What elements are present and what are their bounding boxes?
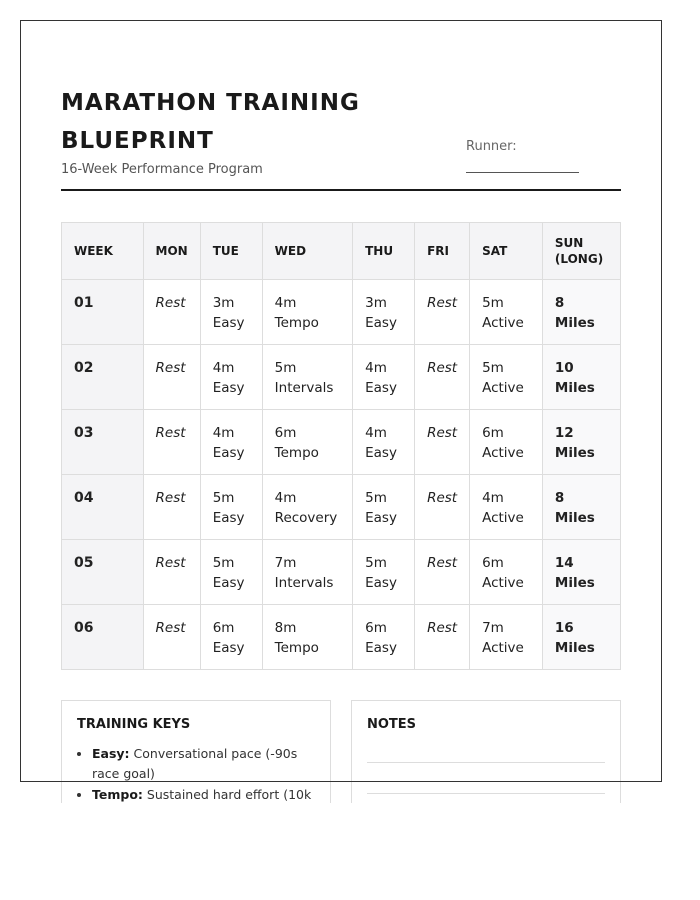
tue-cell	[200, 605, 262, 670]
distance: 4m	[482, 490, 504, 506]
training-keys-list	[77, 744, 315, 803]
training-keys-title: TRAINING KEYS	[77, 717, 191, 732]
title-line-2: BLUEPRINT	[61, 128, 214, 154]
training-schedule-table	[61, 222, 621, 670]
distance: 5m	[482, 295, 504, 311]
col-header-mon: MON	[143, 223, 200, 280]
distance: 5m	[212, 555, 235, 571]
sat-cell	[470, 345, 543, 410]
workout-type: Easy	[212, 575, 245, 591]
workout-type: Intervals	[274, 575, 334, 591]
tue-cell	[200, 345, 262, 410]
col-header-week: WEEK	[62, 223, 144, 280]
distance: 4m	[365, 360, 387, 376]
fri-cell: Rest	[415, 475, 470, 540]
distance: 5m	[365, 490, 387, 506]
col-header-thu: THU	[353, 223, 415, 280]
distance: 6m	[482, 425, 504, 441]
workout-type: Intervals	[274, 380, 334, 396]
sun-long-run-cell: 12 Miles	[542, 410, 620, 475]
distance: 6m	[212, 620, 235, 636]
sun-long-run-cell: 14 Miles	[542, 540, 620, 605]
workout-type: Easy	[365, 380, 397, 396]
sun-long-run-cell: 16 Miles	[542, 605, 620, 670]
mon-cell: Rest	[143, 280, 200, 345]
workout-type: Recovery	[274, 510, 338, 526]
mon-cell: Rest	[143, 345, 200, 410]
distance: 5m	[365, 555, 387, 571]
distance: 5m	[212, 490, 235, 506]
table-row	[62, 605, 621, 670]
week-number: 02	[62, 345, 144, 410]
distance: 7m	[274, 555, 297, 571]
key-description: Sustained hard effort (10k	[146, 787, 312, 802]
week-number: 01	[62, 280, 144, 345]
sat-cell	[470, 280, 543, 345]
workout-type: Active	[482, 445, 524, 461]
runner-label: Runner:	[466, 139, 517, 154]
workout-type: Easy	[212, 510, 245, 526]
tue-cell	[200, 410, 262, 475]
mon-cell: Rest	[143, 475, 200, 540]
thu-cell	[353, 280, 415, 345]
workout-type: Easy	[365, 445, 397, 461]
fri-cell: Rest	[415, 410, 470, 475]
col-header-fri: FRI	[415, 223, 470, 280]
workout-type: Easy	[212, 445, 245, 461]
fri-cell: Rest	[415, 345, 470, 410]
workout-type: Active	[482, 575, 524, 591]
sat-cell	[470, 540, 543, 605]
table-row	[62, 475, 621, 540]
week-number: 03	[62, 410, 144, 475]
tue-cell	[200, 475, 262, 540]
page-subtitle: 16-Week Performance Program	[61, 162, 263, 177]
fri-cell: Rest	[415, 605, 470, 670]
page-title	[61, 84, 361, 160]
workout-type: Easy	[365, 510, 397, 526]
thu-cell	[353, 605, 415, 670]
col-header-sat: SAT	[470, 223, 543, 280]
wed-cell	[262, 345, 352, 410]
col-header-wed: WED	[262, 223, 352, 280]
workout-type: Tempo	[274, 315, 319, 331]
col-header-tue: TUE	[200, 223, 262, 280]
wed-cell	[262, 475, 352, 540]
training-keys-box	[61, 700, 331, 803]
workout-type: Easy	[212, 380, 245, 396]
sat-cell	[470, 475, 543, 540]
workout-type: Easy	[365, 575, 397, 591]
sun-long-run-cell: 10 Miles	[542, 345, 620, 410]
distance: 4m	[212, 425, 235, 441]
table-row	[62, 410, 621, 475]
distance: 6m	[482, 555, 504, 571]
distance: 3m	[212, 295, 235, 311]
fri-cell: Rest	[415, 540, 470, 605]
page-header	[61, 84, 621, 191]
mon-cell: Rest	[143, 605, 200, 670]
table-row	[62, 345, 621, 410]
key-term: Easy:	[92, 746, 130, 761]
mon-cell: Rest	[143, 540, 200, 605]
col-header-long: (LONG)	[554, 252, 604, 266]
distance: 4m	[274, 295, 297, 311]
key-term: Tempo:	[92, 787, 143, 802]
workout-type: Active	[482, 640, 524, 656]
distance: 6m	[365, 620, 387, 636]
workout-type: Easy	[365, 315, 397, 331]
table-row	[62, 280, 621, 345]
thu-cell	[353, 540, 415, 605]
table-row	[62, 540, 621, 605]
week-number: 04	[62, 475, 144, 540]
distance: 7m	[482, 620, 504, 636]
workout-type: Easy	[212, 640, 245, 656]
key-item-easy	[92, 744, 315, 784]
workout-type: Tempo	[274, 445, 319, 461]
tue-cell	[200, 540, 262, 605]
tue-cell	[200, 280, 262, 345]
title-line-1: MARATHON TRAINING	[61, 90, 360, 116]
distance: 8m	[274, 620, 297, 636]
notes-title: NOTES	[367, 717, 417, 732]
sun-long-run-cell: 8 Miles	[542, 280, 620, 345]
mon-cell: Rest	[143, 410, 200, 475]
workout-type: Active	[482, 380, 524, 396]
note-line[interactable]	[367, 762, 605, 763]
thu-cell	[353, 410, 415, 475]
workout-type: Active	[482, 510, 524, 526]
workout-type: Easy	[365, 640, 397, 656]
table-header-row	[62, 223, 621, 280]
thu-cell	[353, 345, 415, 410]
week-number: 06	[62, 605, 144, 670]
thu-cell	[353, 475, 415, 540]
distance: 4m	[212, 360, 235, 376]
sat-cell	[470, 410, 543, 475]
training-plan-page	[61, 84, 621, 802]
wed-cell	[262, 540, 352, 605]
sat-cell	[470, 605, 543, 670]
bottom-section	[61, 700, 621, 803]
runner-name-blank[interactable]	[466, 172, 579, 173]
note-line[interactable]	[367, 793, 605, 794]
wed-cell	[262, 605, 352, 670]
workout-type: Active	[482, 315, 524, 331]
workout-type: Tempo	[274, 640, 319, 656]
runner-field	[466, 139, 580, 173]
sun-long-run-cell: 8 Miles	[542, 475, 620, 540]
distance: 4m	[274, 490, 297, 506]
workout-type: Easy	[212, 315, 245, 331]
wed-cell	[262, 410, 352, 475]
col-header-sun-long	[542, 223, 620, 280]
key-description: Conversational pace (-90s race goal)	[92, 746, 298, 781]
col-header-sun: SUN	[554, 236, 584, 250]
key-item-tempo	[92, 785, 315, 803]
distance: 5m	[482, 360, 504, 376]
notes-box	[351, 700, 621, 803]
week-number: 05	[62, 540, 144, 605]
wed-cell	[262, 280, 352, 345]
fri-cell: Rest	[415, 280, 470, 345]
distance: 5m	[274, 360, 297, 376]
distance: 4m	[365, 425, 387, 441]
distance: 6m	[274, 425, 297, 441]
distance: 3m	[365, 295, 387, 311]
